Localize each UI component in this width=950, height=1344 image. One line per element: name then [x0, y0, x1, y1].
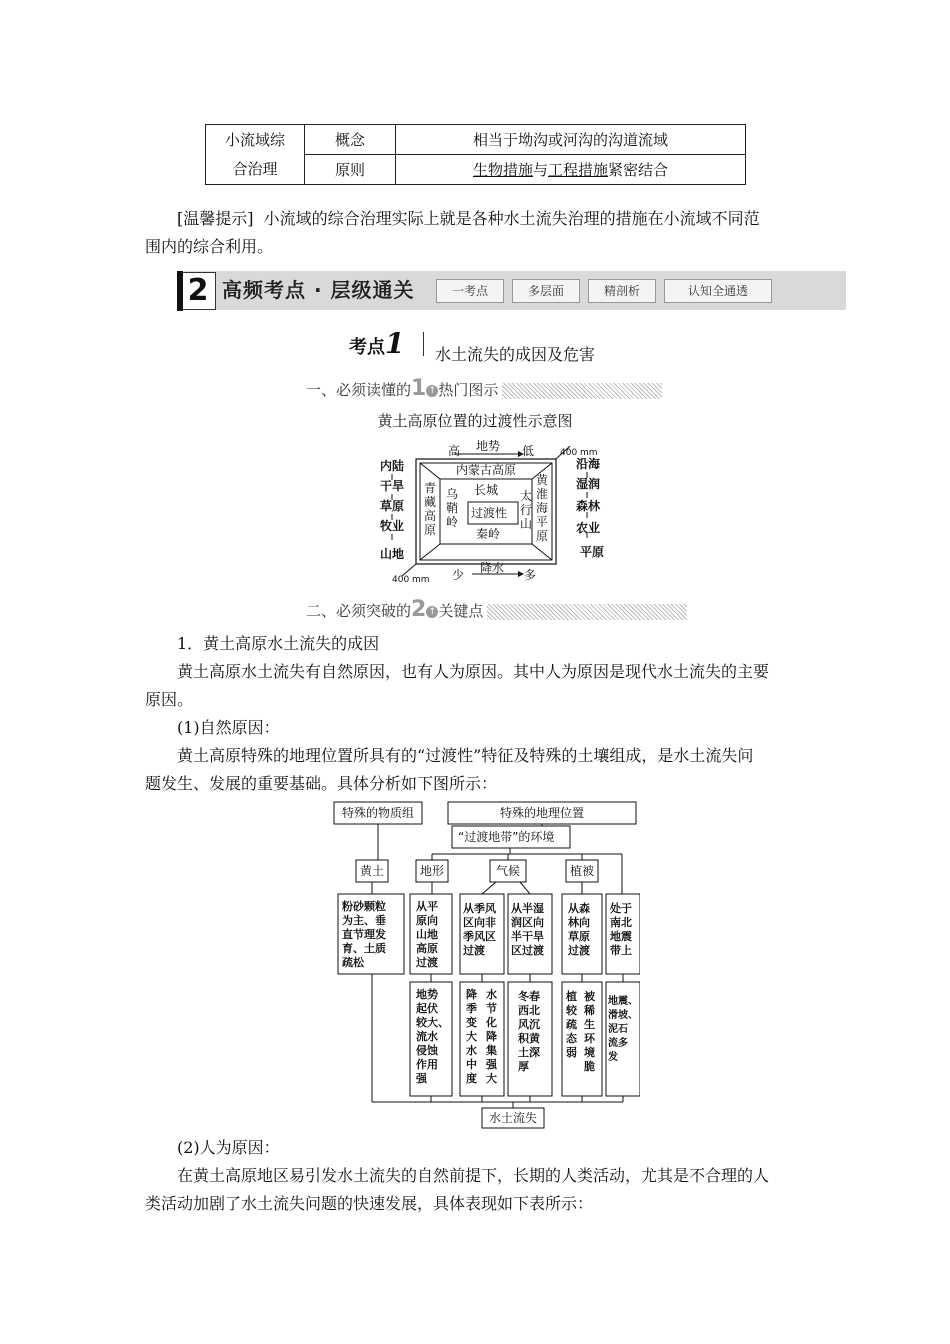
principle-value: 生物措施与工程措施紧密结合: [396, 155, 746, 185]
svg-text:高: 高: [424, 509, 437, 523]
svg-text:海: 海: [536, 501, 549, 515]
node-huangtu: 黄土: [360, 864, 385, 878]
diagram1-caption: 黄土高原位置的过渡性示意图: [377, 412, 573, 430]
left-label: 干旱: [380, 479, 405, 493]
svg-text:区向非: 区向非: [463, 916, 496, 929]
concept-value: 相当于坳沟或河沟的沟道流域: [396, 125, 746, 155]
svg-text:过渡: 过渡: [463, 944, 485, 957]
svg-text:脆: 脆: [584, 1060, 595, 1073]
svg-text:度: 度: [466, 1072, 477, 1085]
svg-text:水: 水: [486, 988, 497, 1001]
node-zhibei: 植被: [570, 864, 595, 878]
svg-text:行: 行: [520, 503, 533, 517]
svg-text:作用: 作用: [416, 1058, 438, 1071]
svg-text:流多: 流多: [608, 1038, 628, 1049]
svg-text:境: 境: [584, 1046, 595, 1059]
label-qinling: 秦岭: [476, 527, 501, 541]
svg-text:半干旱: 半干旱: [511, 930, 544, 943]
svg-text:植: 植: [566, 990, 577, 1003]
svg-text:节: 节: [486, 1002, 497, 1015]
kaodian-header: 考点1 水土流失的成因及危害: [349, 327, 596, 364]
svg-text:从季风: 从季风: [463, 902, 496, 915]
svg-text:降: 降: [486, 1030, 497, 1043]
svg-text:中: 中: [466, 1058, 477, 1071]
svg-text:季风区: 季风区: [463, 930, 496, 943]
svg-text:化: 化: [486, 1016, 497, 1029]
svg-text:起伏: 起伏: [416, 1002, 438, 1015]
banner-tag: 认知全通透: [664, 279, 772, 303]
svg-text:泥石: 泥石: [608, 1024, 628, 1035]
svg-text:岭: 岭: [446, 515, 459, 529]
section-heading-2: 二、必须突破的2 ↑ 关键点: [306, 599, 687, 622]
svg-text:降: 降: [466, 988, 477, 1001]
right-label: 平原: [580, 545, 605, 559]
node-result: 水土流失: [489, 1111, 538, 1125]
transition-diagram: [370, 438, 620, 586]
label-terrain: 地势: [476, 439, 501, 453]
svg-text:疏: 疏: [566, 1018, 577, 1031]
label-400mm-bottom: 400 mm: [392, 575, 430, 585]
svg-text:土深: 土深: [518, 1046, 540, 1059]
svg-text:润区向: 润区向: [511, 916, 544, 929]
left-label: 内陆: [380, 459, 405, 473]
left-label: 草原: [380, 499, 405, 513]
svg-text:冬春: 冬春: [518, 990, 540, 1003]
svg-text:为主、垂: 为主、垂: [342, 914, 386, 927]
section-banner: [178, 271, 846, 310]
left-label: 山地: [380, 547, 405, 561]
point1-heading: 1．黄土高原水土流失的成因: [177, 634, 380, 653]
svg-text:原: 原: [424, 523, 437, 537]
svg-text:山: 山: [520, 517, 533, 531]
svg-text:淮: 淮: [536, 487, 549, 501]
label-high: 高: [448, 444, 461, 458]
banner-title: 高频考点 · 层级通关: [222, 278, 415, 302]
svg-text:水: 水: [466, 1044, 477, 1057]
svg-text:高原: 高原: [416, 942, 438, 955]
svg-text:发: 发: [608, 1052, 618, 1063]
node-position: 特殊的地理位置: [500, 806, 585, 820]
svg-text:较: 较: [566, 1004, 577, 1017]
svg-text:较大、: 较大、: [416, 1016, 449, 1029]
banner-tag: 多层面: [512, 279, 580, 303]
svg-text:变: 变: [466, 1016, 477, 1029]
svg-text:强: 强: [416, 1072, 427, 1085]
svg-text:生: 生: [584, 1018, 595, 1031]
svg-text:积黄: 积黄: [518, 1032, 540, 1045]
svg-text:原向: 原向: [416, 914, 438, 927]
right-label: 沿海: [576, 457, 601, 471]
svg-text:环: 环: [584, 1032, 595, 1045]
concept-label: 概念: [305, 125, 396, 155]
label-few: 少: [452, 568, 465, 582]
label-400mm-top: 400 mm: [560, 448, 598, 458]
svg-text:强: 强: [486, 1058, 497, 1071]
svg-text:从半湿: 从半湿: [511, 902, 544, 915]
sub-heading-human: (2)人为原因：: [177, 1138, 280, 1157]
svg-text:大: 大: [486, 1072, 497, 1085]
svg-text:黄: 黄: [536, 473, 549, 487]
node-dixing: 地形: [420, 864, 445, 878]
point1-human-block: (2)人为原因： 在黄土高原地区易引发水土流失的自然前提下，长期的人类活动，尤其是不合理的人 类活动加剧了水土流失问题的快速发展，具体表现如下表所示：: [145, 1134, 810, 1218]
svg-text:鞘: 鞘: [446, 501, 459, 515]
svg-text:风沉: 风沉: [518, 1018, 540, 1031]
svg-text:地势: 地势: [416, 988, 438, 1001]
label-many: 多: [524, 568, 537, 582]
node-material: 特殊的物质组: [342, 806, 415, 820]
svg-text:带上: 带上: [610, 944, 632, 957]
svg-text:过渡: 过渡: [568, 944, 590, 957]
svg-text:流水: 流水: [416, 1030, 438, 1043]
svg-text:厚: 厚: [518, 1060, 529, 1073]
cause-flowchart: [330, 798, 640, 1130]
svg-text:过渡: 过渡: [416, 956, 438, 969]
svg-text:林向: 林向: [568, 916, 590, 929]
svg-text:草原: 草原: [568, 930, 590, 943]
svg-text:地震: 地震: [610, 930, 632, 943]
svg-text:弱: 弱: [566, 1046, 577, 1059]
svg-text:区过渡: 区过渡: [511, 944, 544, 957]
svg-text:育、土质: 育、土质: [342, 942, 386, 955]
svg-text:原: 原: [536, 529, 549, 543]
sub-heading-natural: (1)自然原因：: [177, 718, 280, 737]
svg-text:稀: 稀: [584, 1004, 595, 1017]
banner-number: 2: [180, 272, 216, 310]
banner-tag: 精剖析: [588, 279, 656, 303]
svg-text:平: 平: [536, 515, 549, 529]
label-low: 低: [522, 444, 535, 458]
right-label: 农业: [576, 521, 601, 535]
svg-text:乌: 乌: [446, 487, 459, 501]
table-row-header: 小流域综 合治理: [206, 125, 305, 185]
point1-block: 1．黄土高原水土流失的成因 黄土高原水土流失有自然原因，也有人为原因。其中人为原因是现代水土流失的主要 原因。 (1)自然原因： 黄土高原特殊的地理位置所具有的“过渡性”特征及特殊的土壤组成，是水土流失问 题发生、发展的重要基础。具体分析如下图所示：: [145, 630, 810, 798]
principle-label: 原则: [305, 155, 396, 185]
svg-text:地震、: 地震、: [608, 996, 638, 1007]
svg-text:太: 太: [520, 489, 533, 503]
section-heading-1: 一、必须读懂的1 ↑ 热门图示: [306, 378, 662, 401]
label-neimeng: 内蒙古高原: [456, 463, 517, 477]
tip-paragraph: [温馨提示] 小流域的综合治理实际上就是各种水土流失治理的措施在小流域不同范 围内的综合利用。: [145, 209, 760, 256]
label-guodu: 过渡性: [471, 506, 508, 520]
svg-text:季: 季: [466, 1002, 477, 1015]
svg-text:集: 集: [486, 1044, 497, 1057]
svg-text:从平: 从平: [416, 900, 438, 913]
node-env: “过渡地带”的环境: [458, 830, 555, 844]
summary-table: [205, 124, 746, 185]
svg-text:处于: 处于: [610, 902, 632, 915]
left-label: 牧业: [380, 519, 405, 533]
svg-text:藏: 藏: [424, 495, 437, 509]
svg-text:南北: 南北: [610, 916, 632, 929]
svg-text:粉砂颗粒: 粉砂颗粒: [342, 900, 386, 913]
svg-text:疏松: 疏松: [342, 956, 364, 969]
svg-text:态: 态: [566, 1032, 577, 1045]
right-label: 森林: [576, 499, 601, 513]
right-label: 湿润: [576, 477, 601, 491]
svg-text:侵蚀: 侵蚀: [416, 1044, 438, 1057]
svg-text:滑坡、: 滑坡、: [608, 1010, 638, 1021]
svg-text:直节理发: 直节理发: [342, 928, 386, 941]
label-changcheng: 长城: [474, 483, 499, 497]
svg-text:大: 大: [466, 1030, 477, 1043]
svg-text:山地: 山地: [416, 928, 438, 941]
label-precip: 降水: [480, 561, 505, 575]
svg-text:从森: 从森: [568, 902, 590, 915]
svg-text:西北: 西北: [518, 1004, 540, 1017]
banner-tag: 一考点: [436, 279, 504, 303]
svg-text:被: 被: [584, 990, 595, 1003]
svg-text:青: 青: [424, 481, 437, 495]
tip-label: [温馨提示]: [177, 209, 254, 228]
node-qihou: 气候: [496, 864, 521, 878]
kaodian-title: 水土流失的成因及危害: [435, 345, 596, 364]
